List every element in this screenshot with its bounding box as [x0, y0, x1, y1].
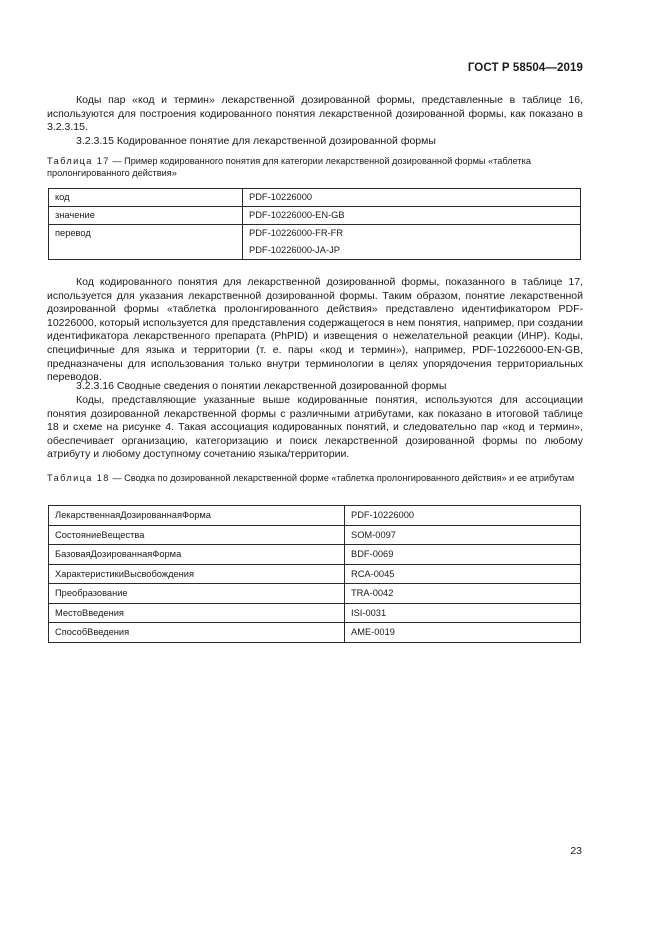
page-number: 23	[570, 845, 582, 857]
table-cell-value: TRA-0042	[345, 584, 581, 604]
table-cell-label: ХарактеристикиВысвобождения	[49, 564, 345, 584]
table-cell-value: RCA-0045	[345, 564, 581, 584]
table-cell-label: СпособВведения	[49, 623, 345, 643]
standard-code: ГОСТ Р 58504—2019	[467, 62, 583, 74]
table-cell-label: ЛекарственнаяДозированнаяФорма	[49, 506, 345, 526]
paragraph-coded-concept: Код кодированного понятия для лекарственной дозированной формы, показанного в таблице 17, используется для указания лекарственной дозированной формы. Таким образом, понятие лекарственной дозированной формы «таблетка пролонгированного действия» представлено идентификатором PDF-10226000, который используется для представления содержащегося в нем понятия, например, при создании идентификатора лекарственного препарата (PhPID) и извещения о нежелательной реакции (ИНР). Коды, специфичные для языка и территории (т. е. пары «код и термин»), например, PDF-10226000-EN-GB, предназначены для использования только внутри терминологии в целях упорядочения территориальных переводов.	[47, 276, 583, 384]
table-cell-label: СостояниеВещества	[49, 525, 345, 545]
table-cell-value: SOM-0097	[345, 525, 581, 545]
table-cell-value: ISI-0031	[345, 603, 581, 623]
translation-fr: PDF-10226000-FR-FR	[249, 228, 344, 238]
table-cell-value	[243, 225, 581, 260]
table-row	[49, 623, 581, 643]
table-cell-value: BDF-0069	[345, 545, 581, 565]
table-cell-label: БазоваяДозированнаяФорма	[49, 545, 345, 565]
table-cell-label: перевод	[49, 225, 243, 260]
translation-ja: PDF-10226000-JA-JP	[249, 245, 340, 255]
table18-caption	[47, 473, 583, 485]
table17-caption	[47, 156, 583, 179]
section-heading-3-2-3-15: 3.2.3.15 Кодированное понятие для лекарственной дозированной формы	[76, 135, 436, 147]
table-row	[49, 506, 581, 526]
table-cell-value: PDF-10226000-EN-GB	[243, 207, 581, 225]
table-cell-label: Преобразование	[49, 584, 345, 604]
table18-caption-text: — Сводка по дозированной лекарственной форме «таблетка пролонгированного действия» и ее атрибутам	[109, 473, 575, 483]
table-row	[49, 207, 581, 225]
table-17	[48, 188, 581, 260]
table-row	[49, 564, 581, 584]
table-row	[49, 525, 581, 545]
section-heading-3-2-3-16: 3.2.3.16 Сводные сведения о понятии лекарственной дозированной формы	[76, 380, 447, 392]
table-row	[49, 545, 581, 565]
paragraph-table16-ref: Коды пар «код и термин» лекарственной дозированной формы, представленные в таблице 16, используются для построения кодированного понятия лекарственной дозированной формы, как показано в 3.2.3.15.	[47, 94, 583, 134]
table18-caption-lead: Таблица 18	[47, 473, 110, 483]
table-cell-label: код	[49, 189, 243, 207]
table-cell-value: AME-0019	[345, 623, 581, 643]
table-cell-value: PDF-10226000	[243, 189, 581, 207]
table17-caption-text: — Пример кодированного понятия для категории лекарственной дозированной формы «таблетка пролонгированного действия»	[47, 156, 531, 178]
table-18	[48, 505, 581, 643]
table-cell-value: PDF-10226000	[345, 506, 581, 526]
table-row	[49, 225, 581, 260]
table17-caption-lead: Таблица 17	[47, 156, 110, 166]
table-row	[49, 189, 581, 207]
paragraph-association: Коды, представляющие указанные выше кодированные понятия, используются для ассоциации понятия дозированной лекарственной формы с различными атрибутами, как показано в итоговой таблице 18 и схеме на рисунке 4. Такая ассоциация кодированных понятий, и следовательно пар «код и термин», обеспечивает организацию, категоризацию и поиск лекарственной дозированной формы по любому атрибуту и любому доступному сочетанию языка/территории.	[47, 394, 583, 461]
table-cell-label: значение	[49, 207, 243, 225]
table-row	[49, 603, 581, 623]
table-row	[49, 584, 581, 604]
table-cell-label: МестоВведения	[49, 603, 345, 623]
